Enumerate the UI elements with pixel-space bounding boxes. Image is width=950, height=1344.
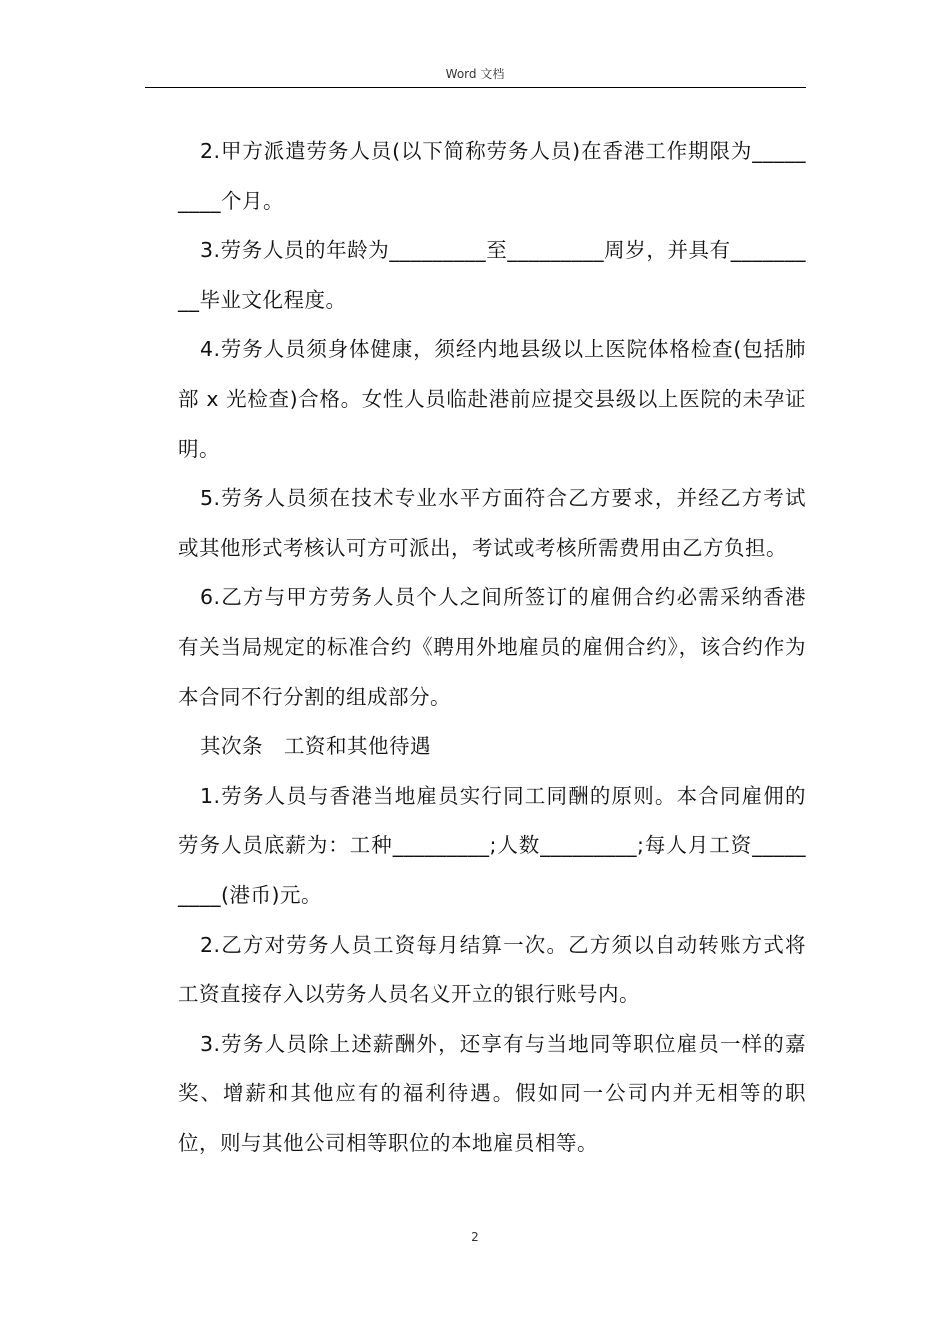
document-header-title: Word 文档 bbox=[445, 67, 505, 81]
paragraph-term-5: 5.劳务人员须在技术专业水平方面符合乙方要求，并经乙方考试或其他形式考核认可方可派出，考试或考核所需费用由乙方负担。 bbox=[178, 486, 806, 560]
paragraph-term-3: 3.劳务人员的年龄为_________至_________周岁，并具有_________毕业文化程度。 bbox=[178, 238, 806, 312]
page-number: 2 bbox=[471, 1230, 479, 1244]
paragraph-wage-3: 3.劳务人员除上述薪酬外，还享有与当地同等职位雇员一样的嘉奖、增薪和其他应有的福利待遇。假如同一公司内并无相等的职位，则与其他公司相等职位的本地雇员相等。 bbox=[178, 1031, 806, 1155]
paragraph-wage-2: 2.乙方对劳务人员工资每月结算一次。乙方须以自动转账方式将工资直接存入以劳务人员名义开立的银行账号内。 bbox=[178, 932, 806, 1007]
paragraph-term-2: 2.甲方派遣劳务人员(以下简称劳务人员)在香港工作期限为_________个月。 bbox=[178, 139, 806, 213]
paragraph-wage-1: 1.劳务人员与香港当地雇员实行同工同酬的原则。本合同雇佣的劳务人员底薪为：工种_________;人数_________;每人月工资_________(港币)元。 bbox=[178, 783, 806, 907]
section-heading: 其次条 工资和其他待遇 bbox=[200, 734, 431, 759]
paragraph-term-6: 6.乙方与甲方劳务人员个人之间所签订的雇佣合约必需采纳香港有关当局规定的标准合约《聘用外地雇员的雇佣合约》，该合约作为本合同不行分割的组成部分。 bbox=[178, 585, 806, 709]
document-body bbox=[178, 127, 806, 1168]
paragraph-term-4: 4.劳务人员须身体健康，须经内地县级以上医院体格检查(包括肺部 x 光检查)合格。女性人员临赴港前应提交县级以上医院的未孕证明。 bbox=[178, 337, 806, 461]
header-divider bbox=[145, 87, 806, 88]
